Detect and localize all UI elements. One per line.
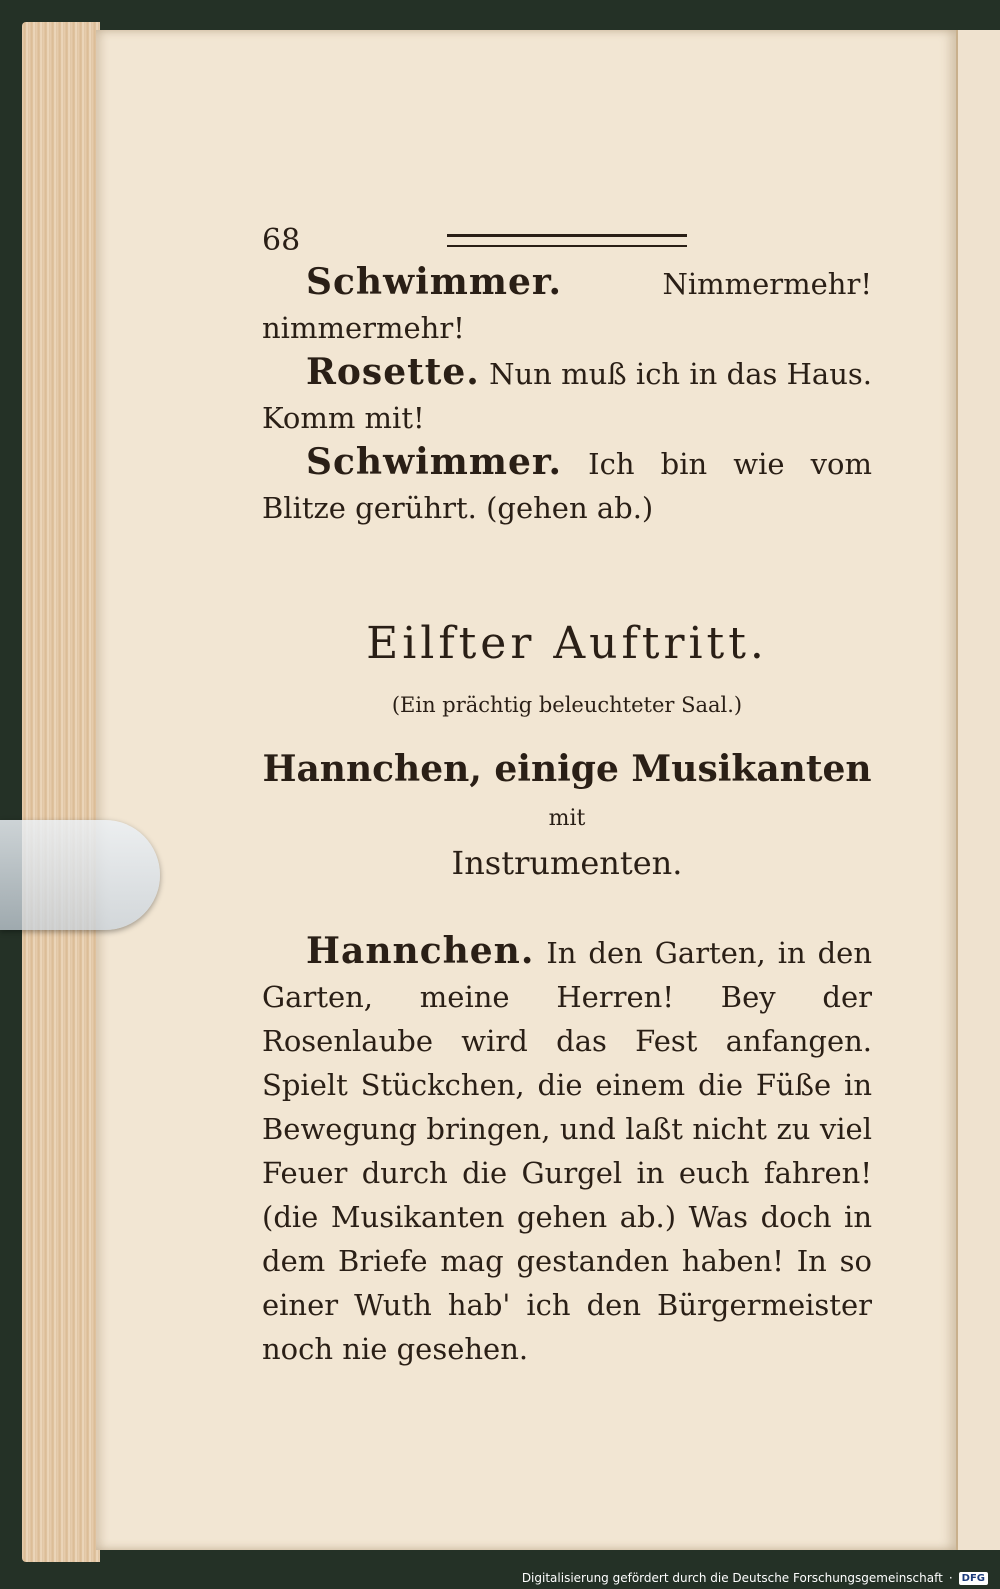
- page-header: [262, 220, 872, 260]
- dialogue-line: [262, 350, 872, 440]
- page-number: 68: [262, 222, 301, 258]
- page-content: [262, 220, 872, 1371]
- dialogue-line: [262, 260, 872, 350]
- characters-rest: Instrumenten.: [451, 844, 683, 882]
- character-list: [262, 747, 872, 885]
- scene-title: Eilfter Auftritt.: [366, 618, 768, 669]
- book-page-edges: [22, 22, 100, 1562]
- speaker-name: Schwimmer.: [306, 261, 563, 303]
- facing-page-edge: [956, 30, 1000, 1550]
- dialogue-paragraph: [262, 929, 872, 1371]
- characters-main: Hannchen, einige Musikanten: [262, 748, 872, 790]
- page-clip: [0, 820, 160, 930]
- stage-direction: (Ein prächtig beleuchteter Saal.): [391, 693, 743, 717]
- speaker-name: Rosette.: [306, 351, 480, 393]
- dialogue-line: [262, 440, 872, 530]
- dialogue-text: Ich bin wie vom Blitze gerührt. (gehen ab.): [262, 447, 872, 525]
- characters-connector: mit: [548, 806, 586, 831]
- dialogue-text: Nun muß ich in das Haus. Komm mit!: [262, 357, 872, 435]
- dialogue-text: Nimmermehr! nimmermehr!: [262, 267, 872, 345]
- header-rule: [447, 234, 687, 247]
- speaker-name: Hannchen.: [306, 930, 535, 972]
- footer-text: Digitalisierung gefördert durch die Deutsche Forschungsgemeinschaft: [521, 1571, 943, 1585]
- dialogue-text: In den Garten, in den Garten, meine Herren! Bey der Rosenlaube wird das Fest anfangen. Spielt Stückchen, die einem die Füße in Bewegung bringen, und laßt nicht zu viel Feuer durch die Gurgel in euch fahren! (die Musikanten gehen ab.) Was doch in dem Briefe mag gestanden haben! In so einer Wuth hab' ich den Bürgermeister noch nie gesehen.: [262, 936, 872, 1366]
- speaker-name: Schwimmer.: [306, 441, 563, 483]
- dfg-logo-icon: DFG: [959, 1572, 988, 1585]
- footer-credit: Digitalisierung gefördert durch die Deutsche Forschungsgemeinschaft · DFG: [522, 1571, 988, 1585]
